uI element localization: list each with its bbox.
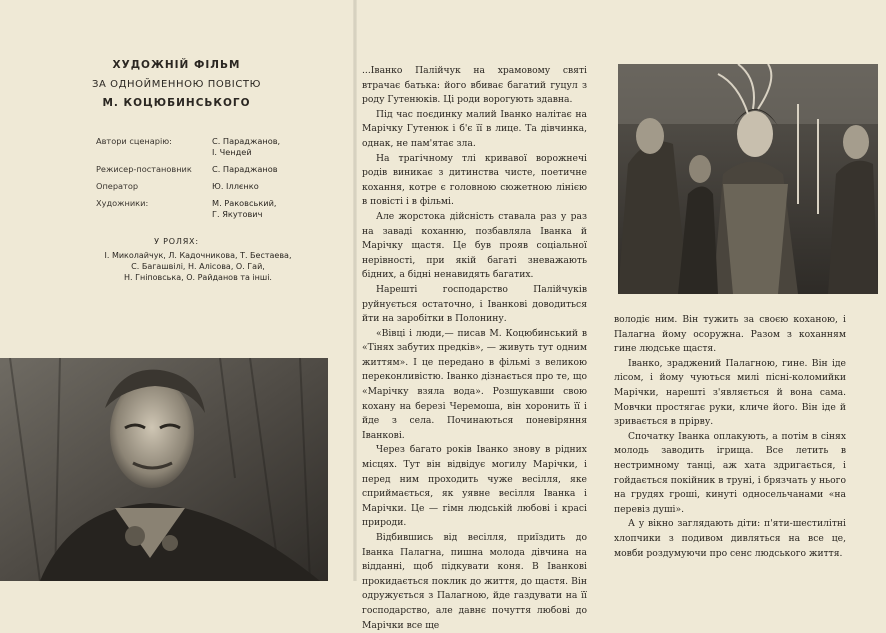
left-page [0, 0, 353, 581]
credit-name: Ю. Іллєнко [212, 181, 259, 191]
credit-row [96, 181, 346, 192]
credit-row [96, 164, 346, 175]
story-paragraph: А у вікно заглядають діти: п'яти-шестилітні хлопчики з подивом дивляться на все це, мовби роздумуючи про сенс людського життя. [614, 518, 846, 559]
cast-line: Н. Гніповська, О. Райданов та інші. [124, 273, 272, 282]
credit-role: Оператор [96, 181, 139, 191]
story-paragraph: Під час поєдинку малий Іванко налітає на Марічку Гутенюк і б'є її в лице. Та дівчинка, однак, не пам'ятає зла. [362, 108, 587, 149]
cast-line: С. Багашвілі, Н. Алісова, О. Гай, [131, 262, 265, 271]
credit-name: М. Раковський, [212, 198, 277, 208]
film-header [0, 56, 353, 113]
portrait-photo-illustration [0, 358, 328, 581]
credit-name: Г. Якутович [212, 209, 263, 219]
story-column-right [614, 313, 846, 561]
story-paragraph: володіє ним. Він тужить за своєю коханою, і Палагна йому осоружна. Разом з коханням гине людське щастя. [614, 314, 846, 355]
story-paragraph: Через багато років Іванко знову в рідних місцях. Тут він відвідує могилу Марічки, і перед ним проходить чуже весілля, яке сприймається, як уявне весілля Іванка і Марічки. Це — гімн людській любові і красі природи. [362, 444, 587, 529]
cast-line: І. Миколайчук, Л. Кадочникова, Т. Бестаева, [104, 251, 292, 260]
credit-role: Автори сценарію: [96, 136, 172, 146]
header-line-3: М. КОЦЮБИНСЬКОГО [102, 97, 251, 109]
credit-name: І. Чендей [212, 147, 252, 157]
credit-role: Режисер-постановник [96, 164, 192, 174]
cast-list [88, 250, 308, 283]
story-paragraph: «Вівці і люди,— писав М. Коцюбинський в «Тінях забутих предків», — живуть тут одним життям». І це передано в фільмі з великою переконливістю. Іванко дізнається про те, що «Марічку взяла вода». Розшукавши свою кохану на березі Черемоша, він хоронить її і йде з села. Починаються поневіряння Іванкові. [362, 327, 587, 441]
story-paragraph: Спочатку Іванка оплакують, а потім в сінях молодь заводить ігрища. Все летить в нестримному танці, аж хата здригається, і гойдається покійник в труні, і брязчать у нього на грудях гроші, кинуті односельчанами «на перевіз душі». [614, 430, 846, 515]
credit-name: С. Параджанов, [212, 136, 281, 146]
credit-row [96, 198, 346, 220]
story-paragraph: ...Іванко Палійчук на храмовому святі втрачає батька: його вбиває багатий гуцул з роду Гутенюків. Ці роди ворогують здавна. [362, 65, 587, 106]
credit-role: Художники: [96, 198, 149, 208]
header-line-2: ЗА ОДНОЙМЕННОЮ ПОВІСТЮ [91, 79, 262, 90]
story-paragraph: Іванко, зраджений Палагною, гине. Він іде лісом, і йому чуються милі пісні-коломийки Марічки, нарешті з'являється й вона сама. Мовчки простягає руки, кличе його. Він іде й зривається в прірву. [614, 357, 846, 428]
page-fold [353, 0, 357, 581]
header-line-1: ХУДОЖНІЙ ФІЛЬМ [112, 59, 241, 71]
cast-title: У РОЛЯХ: [154, 237, 199, 246]
portrait-photo [0, 358, 328, 581]
wedding-scene-photo [618, 64, 878, 294]
wedding-scene-illustration [618, 64, 878, 294]
story-paragraph: Відбившись від весілля, приїздить до Іванка Палагна, пишна молода дівчина на відданні, щоб підкувати коня. В Іванкові прокидається поклик до життя, до щастя. Він одружується з Палагною, йде газдувати на її господарство, але давнє почуття любові до Марічки все ще [362, 532, 587, 631]
story-column-middle [362, 64, 587, 633]
story-paragraph: Але жорстока дійсність ставала раз у раз на заваді коханню, позбавляла Іванка й Марічку щастя. Це був прояв соціальної нерівності, при якій багаті зневажають бідних, а бідні ненавидять багатих. [362, 210, 587, 281]
story-paragraph: На трагічному тлі кривавої ворожнечі родів виникає з дитинства чисте, поетичне кохання, котре є головною сюжетною лінією в повісті і в фільмі. [362, 152, 587, 208]
story-paragraph: Нарешті господарство Палійчуків руйнується остаточно, і Іванкові доводиться йти на заробітки в Полонину. [362, 283, 587, 325]
credit-name: С. Параджанов [212, 164, 278, 174]
credits-list [96, 136, 346, 226]
credit-row [96, 136, 346, 158]
